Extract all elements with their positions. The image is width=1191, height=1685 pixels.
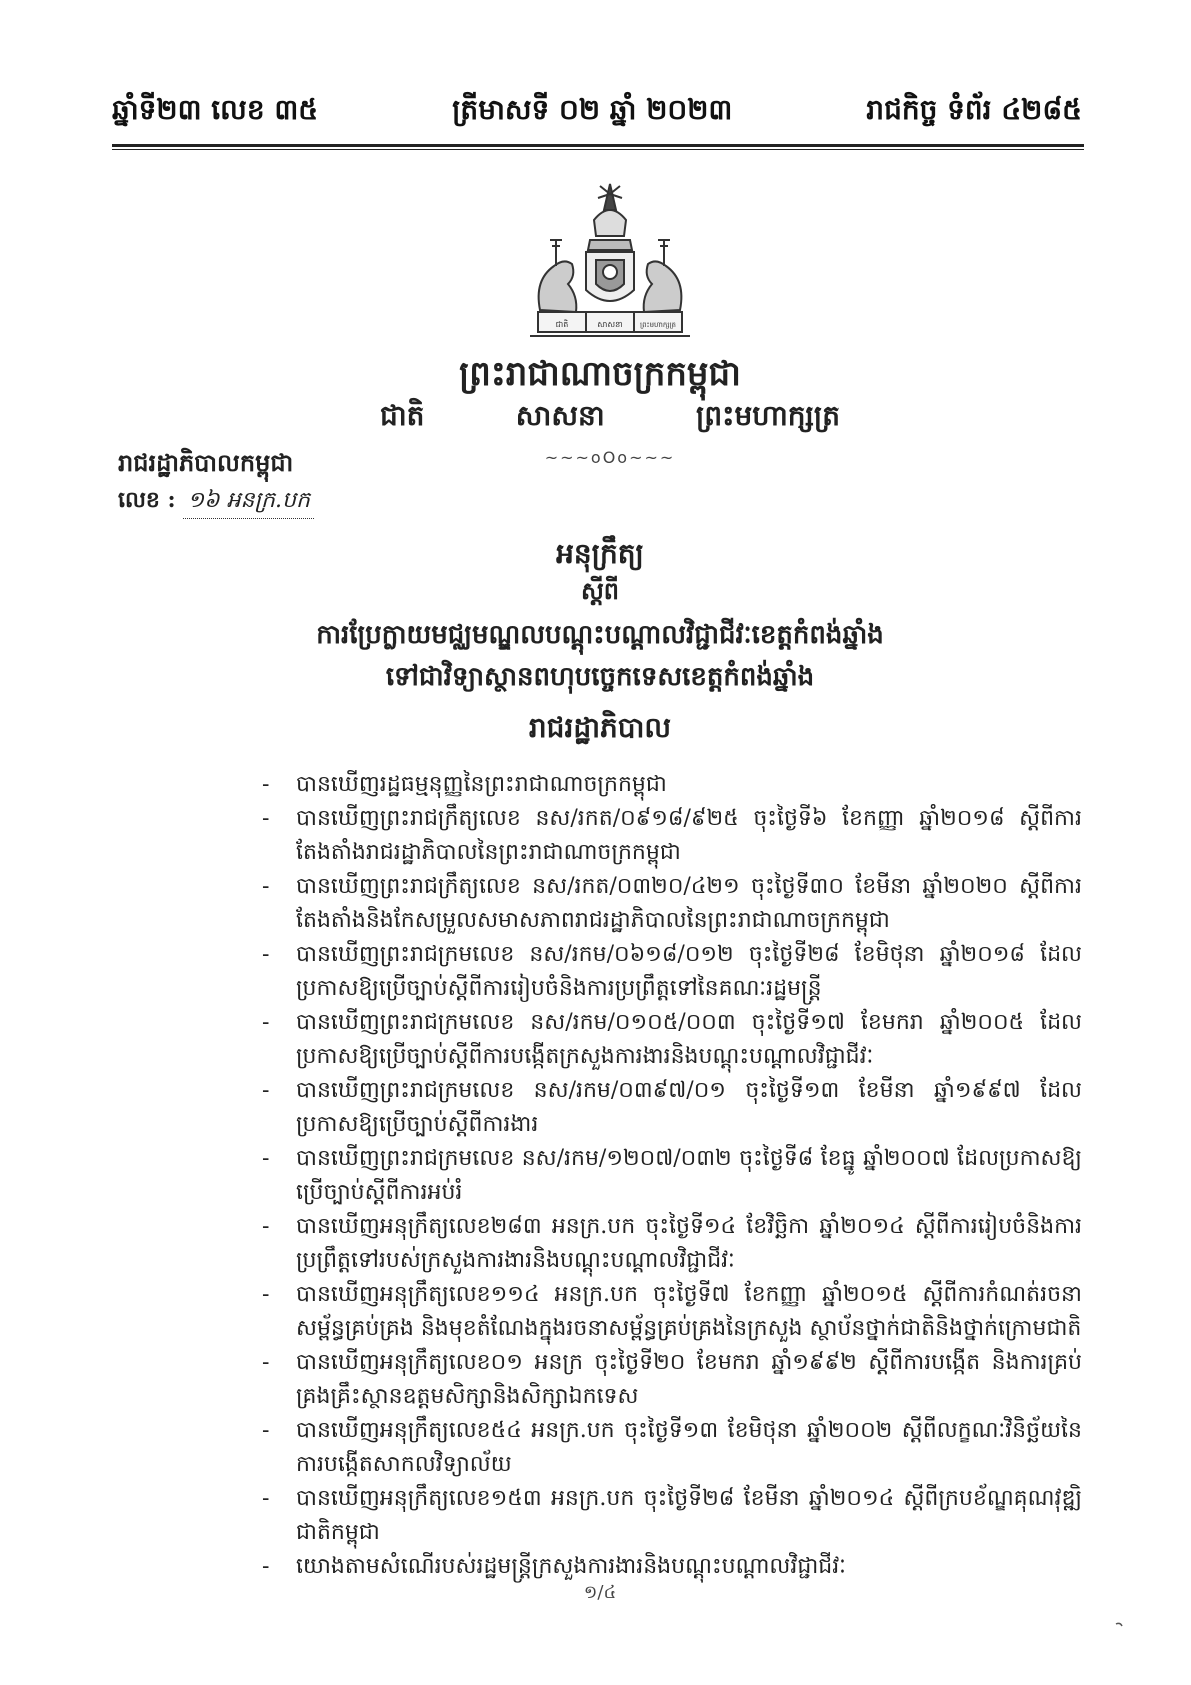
document-title xyxy=(150,614,1050,698)
list-item: - បានឃើញអនុក្រឹត្យលេខ០១ អនក្រ ចុះថ្ងៃទី២០ ខែមករា ឆ្នាំ១៩៩២ ស្តីពីការបង្កើត និងការគ្រប់គ្រងគ្រឹះស្ថានឧត្តមសិក្សានិងសិក្សាឯកទេស xyxy=(262,1346,1082,1414)
list-item: - បានឃើញអនុក្រឹត្យលេខ២៨៣ អនក្រ.បក ចុះថ្ងៃទី១៤ ខែវិច្ឆិកា ឆ្នាំ២០១៤ ស្តីពីការរៀបចំនិងការប្រព្រឹត្តទៅរបស់ក្រសួងការងារនិងបណ្តុះបណ្តាលវិជ្ជាជីវៈ xyxy=(262,1210,1082,1278)
number-value: ១៦ អនក្រ.បក xyxy=(183,486,314,519)
number-label: លេខ : xyxy=(118,487,176,513)
list-item: - បានឃើញព្រះរាជក្រមលេខ នស/រកម/០១០៥/០០៣ ចុះថ្ងៃទី១៧ ខែមករា ឆ្នាំ២០០៥ ដែលប្រកាសឱ្យប្រើច្បាប់ស្តីពីការបង្កើតក្រសួងការងារនិងបណ្តុះបណ្តាលវិជ្ជាជីវៈ xyxy=(262,1006,1082,1074)
motto-religion: សាសនា xyxy=(515,399,605,432)
seal-text-2: សាសនា xyxy=(597,320,623,329)
header-divider xyxy=(112,144,1084,150)
list-item: - យោងតាមសំណើរបស់រដ្ឋមន្ត្រីក្រសួងការងារនិងបណ្តុះបណ្តាលវិជ្ជាជីវៈ xyxy=(262,1550,1082,1584)
document-about: ស្តីពី xyxy=(580,576,620,605)
list-item: - បានឃើញអនុក្រឹត្យលេខ១១៤ អនក្រ.បក ចុះថ្ងៃទី៧ ខែកញ្ញា ឆ្នាំ២០១៥ ស្តីពីការកំណត់រចនាសម្ព័ន្ធគ្រប់គ្រង និងមុខតំណែងក្នុងរចនាសម្ព័ន្ធគ្រប់គ្រងនៃក្រសួង ស្ថាប័នថ្នាក់ជាតិនិងថ្នាក់ក្រោមជាតិ xyxy=(262,1278,1082,1346)
seal-text-1: ជាតិ xyxy=(555,320,569,329)
gazette-quarter: ត្រីមាសទី ០២ ឆ្នាំ ២០២៣ xyxy=(452,92,733,126)
document-number xyxy=(118,486,314,519)
list-item: - បានឃើញអនុក្រឹត្យលេខ៥៤ អនក្រ.បក ចុះថ្ងៃទី១៣ ខែមិថុនា ឆ្នាំ២០០២ ស្តីពីលក្ខណៈវិនិច្ឆ័យនៃការបង្កើតសាកលវិទ្យាល័យ xyxy=(262,1414,1082,1482)
royal-emblem-icon xyxy=(520,180,700,345)
national-motto xyxy=(380,398,840,439)
legal-basis-list xyxy=(262,768,1082,1584)
title-line-1: ការប្រែក្លាយមជ្ឈមណ្ឌលបណ្តុះបណ្តាលវិជ្ជាជីវៈខេត្តកំពង់ឆ្នាំង xyxy=(316,620,884,650)
list-item: - បានឃើញអនុក្រឹត្យលេខ១៥៣ អនក្រ.បក ចុះថ្ងៃទី២៨ ខែមីនា ឆ្នាំ២០១៤ ស្តីពីក្របខ័ណ្ឌគុណវុឌ្ឍិជាតិកម្ពុជា xyxy=(262,1482,1082,1550)
gazette-page: រាជកិច្ច ទំព័រ ៤២៨៥ xyxy=(866,92,1082,126)
seal-text-3: ព្រះមហាក្សត្រ xyxy=(640,321,676,329)
title-line-2: ទៅជាវិទ្យាស្ថានពហុបច្ចេកទេសខេត្តកំពង់ឆ្នាំង xyxy=(385,662,815,692)
list-item: - បានឃើញព្រះរាជក្រឹត្យលេខ នស/រកត/០៣២០/៤២១ ចុះថ្ងៃទី៣០ ខែមីនា ឆ្នាំ២០២០ ស្តីពីការតែងតាំងនិងកែសម្រួលសមាសភាពរាជរដ្ឋាភិបាលនៃព្រះរាជាណាចក្រកម្ពុជា xyxy=(262,870,1082,938)
list-item: - បានឃើញរដ្ឋធម្មនុញ្ញនៃព្រះរាជាណាចក្រកម្ពុជា xyxy=(262,768,1082,802)
list-item: - បានឃើញព្រះរាជក្រឹត្យលេខ នស/រកត/០៩១៨/៩២៥ ចុះថ្ងៃទី៦ ខែកញ្ញា ឆ្នាំ២០១៨ ស្តីពីការតែងតាំងរាជរដ្ឋាភិបាលនៃព្រះរាជាណាចក្រកម្ពុជា xyxy=(262,802,1082,870)
motto-king: ព្រះមហាក្សត្រ xyxy=(696,399,840,432)
motto-nation: ជាតិ xyxy=(380,399,425,432)
document-type: អនុក្រឹត្យ xyxy=(556,537,644,570)
gazette-issue: ឆ្នាំទី២៣ លេខ ៣៥ xyxy=(112,92,319,126)
corner-mark-icon xyxy=(1110,1618,1130,1638)
page-number: ១/៤ xyxy=(583,1582,617,1603)
issuing-authority: រាជរដ្ឋាភិបាលកម្ពុជា xyxy=(118,448,294,477)
government-heading: រាជរដ្ឋាភិបាល xyxy=(528,711,672,744)
ornament-divider: ~~~oOo~~~ xyxy=(544,448,676,467)
gazette-header xyxy=(112,82,1082,142)
kingdom-title: ព្រះរាជាណាចក្រកម្ពុជា xyxy=(459,354,741,394)
list-item: - បានឃើញព្រះរាជក្រមលេខ នស/រកម/០៣៩៧/០១ ចុះថ្ងៃទី១៣ ខែមីនា ឆ្នាំ១៩៩៧ ដែលប្រកាសឱ្យប្រើច្បាប់ស្តីពីការងារ xyxy=(262,1074,1082,1142)
list-item: - បានឃើញព្រះរាជក្រមលេខ នស/រកម/០៦១៨/០១២ ចុះថ្ងៃទី២៨ ខែមិថុនា ឆ្នាំ២០១៨ ដែលប្រកាសឱ្យប្រើច្បាប់ស្តីពីការរៀបចំនិងការប្រព្រឹត្តទៅនៃគណៈរដ្ឋមន្ត្រី xyxy=(262,938,1082,1006)
list-item: - បានឃើញព្រះរាជក្រមលេខ នស/រកម/១២០៧/០៣២ ចុះថ្ងៃទី៨ ខែធ្នូ ឆ្នាំ២០០៧ ដែលប្រកាសឱ្យប្រើច្បាប់ស្តីពីការអប់រំ xyxy=(262,1142,1082,1210)
